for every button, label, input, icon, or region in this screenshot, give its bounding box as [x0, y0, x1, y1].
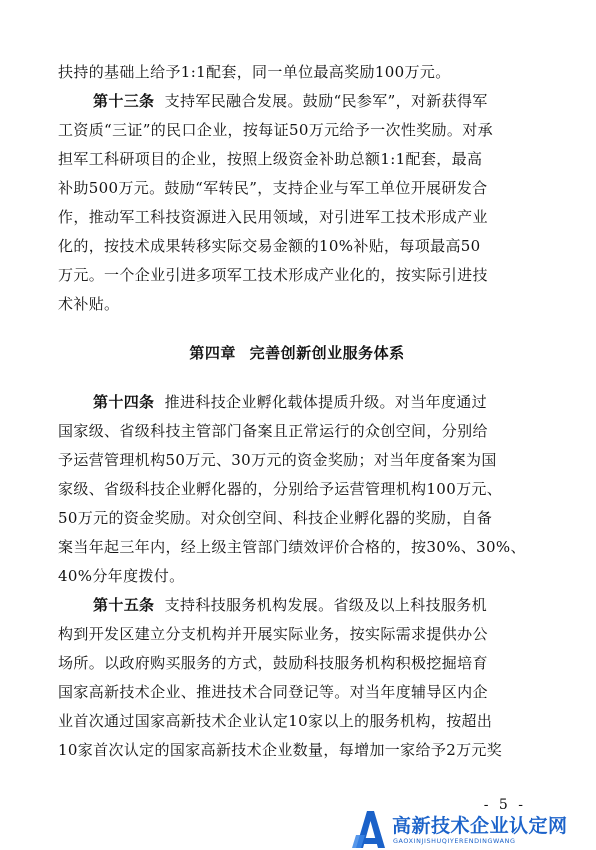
chapter-heading: [58, 339, 536, 368]
body-line: 40%分年度拨付。: [58, 567, 185, 585]
body-line: 术补贴。: [58, 295, 120, 313]
body-line: 案当年起三年内，经上级主管部门绩效评价合格的，按30%、30%、: [58, 538, 526, 556]
chapter-number: 第四章: [189, 344, 236, 362]
chapter-title: 完善创新创业服务体系: [249, 344, 405, 362]
body-line: 予运营管理机构50万元、30万元的资金奖励；对当年度备案为国: [58, 451, 497, 469]
article-14-label: 第十四条: [93, 393, 155, 411]
body-line: 场所。以政府购买服务的方式，鼓励科技服务机构积极挖掘培育: [58, 654, 488, 672]
body-line: 国家级、省级科技主管部门备案且正常运行的众创空间，分别给: [58, 422, 488, 440]
watermark-title: 高新技术企业认定网: [392, 815, 568, 837]
article-15-label: 第十五条: [93, 596, 155, 614]
body-line: 扶持的基础上给予1:1配套，同一单位最高奖励100万元。: [58, 63, 451, 81]
body-line: 业首次通过国家高新技术企业认定10家以上的服务机构，按超出: [58, 712, 493, 730]
watermark-subtitle: GAOXINJISHUQIYERENDINGWANG: [393, 837, 516, 845]
body-line: 国家高新技术企业、推进技术合同登记等。对当年度辅导区内企: [58, 683, 488, 701]
body-line: 工资质“三证”的民口企业，按每证50万元给予一次性奖励。对承: [58, 121, 493, 139]
body-line: 构到开发区建立分支机构并开展实际业务，按实际需求提供办公: [58, 625, 488, 643]
site-watermark: [352, 808, 596, 850]
page-number: - 5 -: [483, 797, 526, 813]
body-line: 作，推动军工科技资源进入民用领域，对引进军工技术形成产业: [58, 208, 488, 226]
watermark-logo-icon: [352, 808, 388, 850]
body-line: 万元。一个企业引进多项军工技术形成产业化的，按实际引进技: [58, 266, 488, 284]
body-line: 补助500万元。鼓励“军转民”，支持企业与军工单位开展研发合: [58, 179, 488, 197]
article-14-first-line: [58, 388, 536, 417]
article-13-label: 第十三条: [93, 92, 155, 110]
article-15-first-line: [58, 591, 536, 620]
body-line: 50万元的资金奖励。对众创空间、科技企业孵化器的奖励，自备: [58, 509, 493, 527]
article-13-text: 支持军民融合发展。鼓励“民参军”，对新获得军: [164, 92, 488, 110]
body-line: 化的，按技术成果转移实际交易金额的10%补贴，每项最高50: [58, 237, 481, 255]
article-13-first-line: [58, 87, 536, 116]
body-line: 家级、省级科技企业孵化器的，分别给予运营管理机构100万元、: [58, 480, 503, 498]
article-15-text: 支持科技服务机构发展。省级及以上科技服务机: [164, 596, 488, 614]
body-line: 10家首次认定的国家高新技术企业数量，每增加一家给予2万元奖: [58, 741, 503, 759]
article-14-text: 推进科技企业孵化载体提质升级。对当年度通过: [164, 393, 488, 411]
document-page: [58, 58, 536, 765]
body-line: 担军工科研项目的企业，按照上级资金补助总额1:1配套，最高: [58, 150, 483, 168]
